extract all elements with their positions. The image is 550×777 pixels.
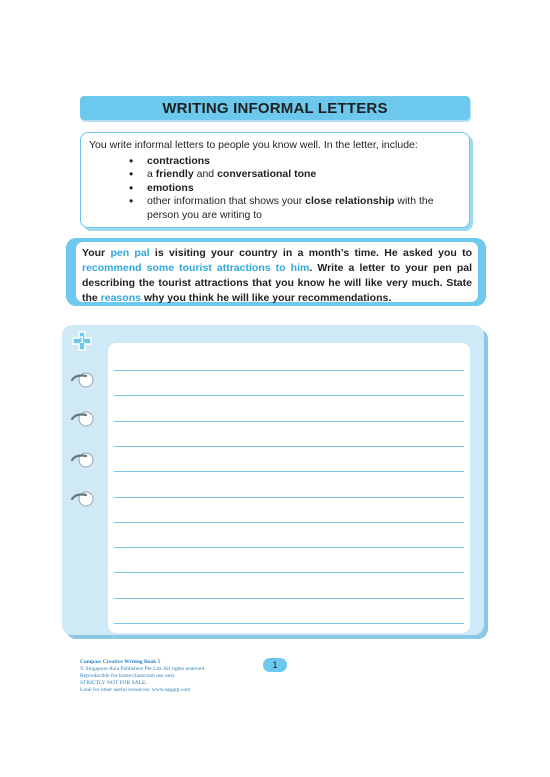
binder-ring-icon <box>70 489 94 509</box>
page-number-badge: 1 <box>263 658 287 672</box>
writing-line <box>114 547 464 548</box>
footer-book-title: Compass Creative Writing Book 5 <box>80 659 161 665</box>
task-text: why you think he will like your recommendations. <box>140 292 392 304</box>
info-intro: You write informal letters to people you know well. In the letter, include: <box>89 139 418 151</box>
info-bullet-item <box>129 195 461 222</box>
task-text: is visiting your country in a month’s time. He asked you to <box>149 247 472 259</box>
bullet-text: other information that shows your <box>147 195 306 207</box>
binder-ring-icon <box>70 450 94 470</box>
footer-copyright: © Singapore Asia Publishers Pte Ltd. All rights reserved. <box>80 666 206 672</box>
binder-ring-icon <box>70 370 94 390</box>
writing-line <box>114 471 464 472</box>
writing-line <box>114 421 464 422</box>
writing-notebook <box>62 325 484 635</box>
exercise-number-badge: 1 <box>79 335 85 346</box>
info-bullet-item <box>129 182 461 196</box>
task-highlight: recommend some tourist attractions to him <box>82 262 310 274</box>
task-highlight: pen pal <box>110 247 150 259</box>
info-box <box>80 132 470 228</box>
bullet-emphasis: friendly <box>155 168 194 180</box>
writing-paper[interactable] <box>108 343 470 633</box>
writing-line <box>114 395 464 396</box>
writing-line <box>114 370 464 371</box>
writing-line <box>114 446 464 447</box>
bullet-emphasis: contractions <box>147 154 211 167</box>
task-box <box>66 238 486 306</box>
writing-line <box>114 497 464 498</box>
footer-usage: Reproducible for home/classroom use only. <box>80 673 176 679</box>
bullet-text: and <box>193 168 218 180</box>
writing-line <box>114 623 464 624</box>
title-banner <box>80 96 470 120</box>
binder-ring-icon <box>70 409 94 429</box>
task-text: Your <box>82 247 111 259</box>
bullet-text: a <box>147 168 156 180</box>
info-bullet-item <box>129 168 461 182</box>
footer-credits <box>80 659 205 694</box>
page-title: WRITING INFORMAL LETTERS <box>162 99 388 117</box>
info-bullet-list <box>89 155 461 223</box>
bullet-emphasis: emotions <box>147 181 194 194</box>
task-prompt <box>76 242 478 302</box>
info-bullet-item <box>129 155 461 169</box>
footer-resources: Look for other useful resources: www.sapgrp.com <box>80 687 191 693</box>
task-highlight: reasons <box>100 292 141 304</box>
footer-not-for-sale: STRICTLY NOT FOR SALE. <box>80 680 147 686</box>
bullet-emphasis: close relationship <box>305 195 395 207</box>
bullet-emphasis: conversational tone <box>217 168 317 180</box>
bullet-text: with the person you are writing to <box>147 195 434 221</box>
writing-line <box>114 572 464 573</box>
task-text: . Write a letter to your pen pal describing the tourist attractions that you know he will like very much. State the <box>82 262 472 304</box>
writing-line <box>114 598 464 599</box>
writing-line <box>114 522 464 523</box>
